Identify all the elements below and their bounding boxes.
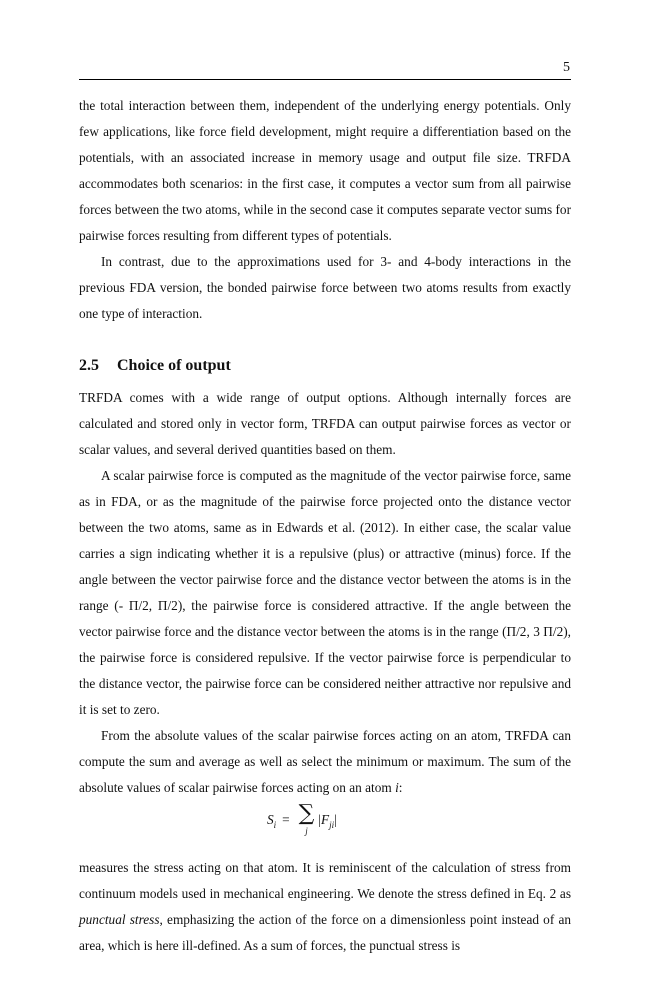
eq-lhs: S bbox=[267, 812, 274, 827]
section-title: Choice of output bbox=[117, 357, 231, 374]
atom-colon: : bbox=[398, 780, 403, 795]
paragraph-scalar-force: A scalar pairwise force is computed as the magnitude of the vector pairwise force, same as in FDA, or as the magnitude of the pairwise force projected onto the distance vector between the two atoms, same as in Edwards et al. (2012). In either case, the scalar value carries a sign indicating whether it is a repulsive (plus) or attractive (minus) force. If the angle between the vector pairwise force and the distance vector between the atoms is in the range (- Π/2, Π/2), the pairwise force is considered attractive. If the angle between the vector pairwise force and the distance vector between the atoms is in the range (Π/2, 3 Π/2), the pairwise force is considered repulsive. If the vector pairwise force is perpendicular to the distance vector, the pairwise force can be considered neither attractive nor repulsive and it is set to zero. bbox=[79, 468, 571, 717]
paragraph-absolute-values bbox=[79, 723, 571, 801]
eq-term: |F bbox=[317, 812, 330, 827]
page-number: 5 bbox=[563, 60, 570, 75]
section-number: 2.5 bbox=[79, 357, 99, 374]
eq-lhs-subscript: i bbox=[273, 820, 277, 830]
paragraph-output-options: TRFDA comes with a wide range of output options. Although internally forces are calculated and stored only in vector form, TRFDA can output pairwise forces as vector or scalar values, and several derived quantities based on them. bbox=[79, 390, 571, 457]
stress-text-part1: measures the stress acting on that atom. It is reminiscent of the calculation of stress from continuum models used in mechanical engineering. We denote the stress defined in Eq. 2 as bbox=[79, 860, 571, 901]
sum-index: j bbox=[305, 826, 308, 836]
paragraph-continued: the total interaction between them, independent of the underlying energy potentials. Only few applications, like force field development, might require a differentiation based on the potentials, with an associated increase in memory usage and output file size. TRFDA accommodates both scenarios: in the first case, it computes a vector sum from all pairwise forces between the two atoms, while in the second case it computes separate vector sums for pairwise forces resulting from different types of potentials. bbox=[79, 98, 571, 243]
paragraph-stress-definition bbox=[79, 855, 571, 959]
body-text bbox=[79, 93, 571, 959]
section-heading bbox=[79, 353, 571, 379]
paragraph-fda-contrast: In contrast, due to the approximations used for 3- and 4-body interactions in the previous FDA version, the bonded pairwise force between two atoms results from exactly one type of interaction. bbox=[79, 254, 571, 321]
stress-text-part2: , emphasizing the action of the force on a dimensionless point instead of an area, which is here ill-defined. As a sum of forces, the punctual stress is bbox=[79, 912, 571, 953]
paragraph-absolute-values-text: From the absolute values of the scalar pairwise forces acting on an atom, TRFDA can compute the sum and average as well as select the minimum or maximum. The sum of the absolute values of scalar pairwise forces acting on an atom bbox=[79, 728, 571, 795]
eq-term-close: | bbox=[334, 812, 337, 827]
punctual-stress-term: punctual stress bbox=[79, 912, 160, 927]
eq-equals: = bbox=[282, 812, 290, 827]
eq-term-subscript: ji bbox=[329, 820, 335, 830]
header-rule bbox=[79, 79, 571, 80]
sum-symbol: ∑ bbox=[298, 801, 315, 826]
eq-sum bbox=[299, 803, 315, 837]
atom-variable: i bbox=[395, 780, 399, 795]
equation-punctual-stress bbox=[79, 803, 571, 855]
